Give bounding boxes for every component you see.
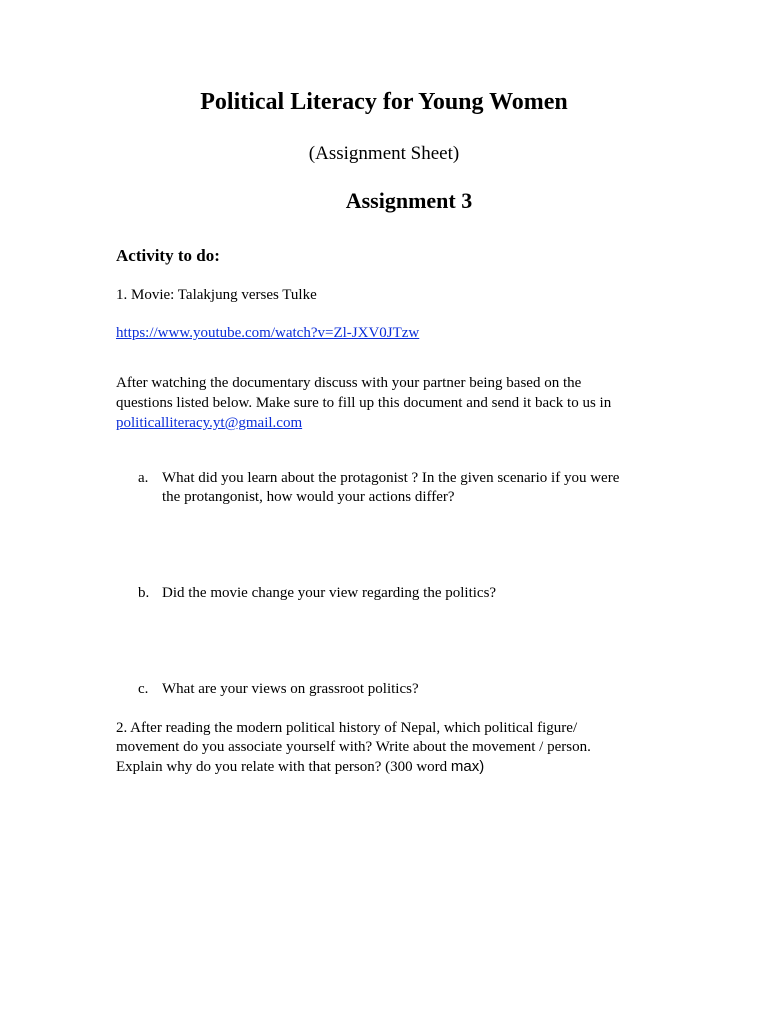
page-title: Political Literacy for Young Women (200, 89, 568, 115)
email-link[interactable]: politicalliteracy.yt@gmail.com (116, 415, 303, 431)
page-subtitle: (Assignment Sheet) (308, 143, 460, 164)
question-a-line-2: the protangonist, how would your actions differ? (162, 489, 455, 505)
question-a-marker: a. (138, 470, 149, 486)
item2-line-3 (116, 757, 484, 777)
question-b-line-1: Did the movie change your view regarding the politics? (162, 585, 497, 601)
movie-item: 1. Movie: Talakjung verses Tulke (116, 287, 317, 303)
item2-line-2: movement do you associate yourself with? Write about the movement / person. (116, 739, 591, 755)
assignment-label: Assignment 3 (345, 188, 473, 213)
item2-line-3-tail: max) (450, 758, 485, 775)
question-c-line-1: What are your views on grassroot politics? (162, 681, 419, 697)
instructions-line-2: questions listed below. Make sure to fill up this document and send it back to us in (116, 395, 612, 411)
question-a-line-1: What did you learn about the protagonist ? In the given scenario if you were (162, 470, 620, 486)
question-c-marker: c. (138, 681, 149, 697)
item2-line-1: 2. After reading the modern political history of Nepal, which political figure/ (116, 720, 578, 736)
item2-line-3-main: Explain why do you relate with that person? (300 word (116, 759, 451, 775)
video-link[interactable]: https://www.youtube.com/watch?v=Zl-JXV0JTzw (116, 325, 420, 341)
instructions-line-1: After watching the documentary discuss with your partner being based on the (116, 375, 582, 391)
activity-heading: Activity to do: (116, 246, 220, 265)
question-b-marker: b. (138, 585, 150, 601)
